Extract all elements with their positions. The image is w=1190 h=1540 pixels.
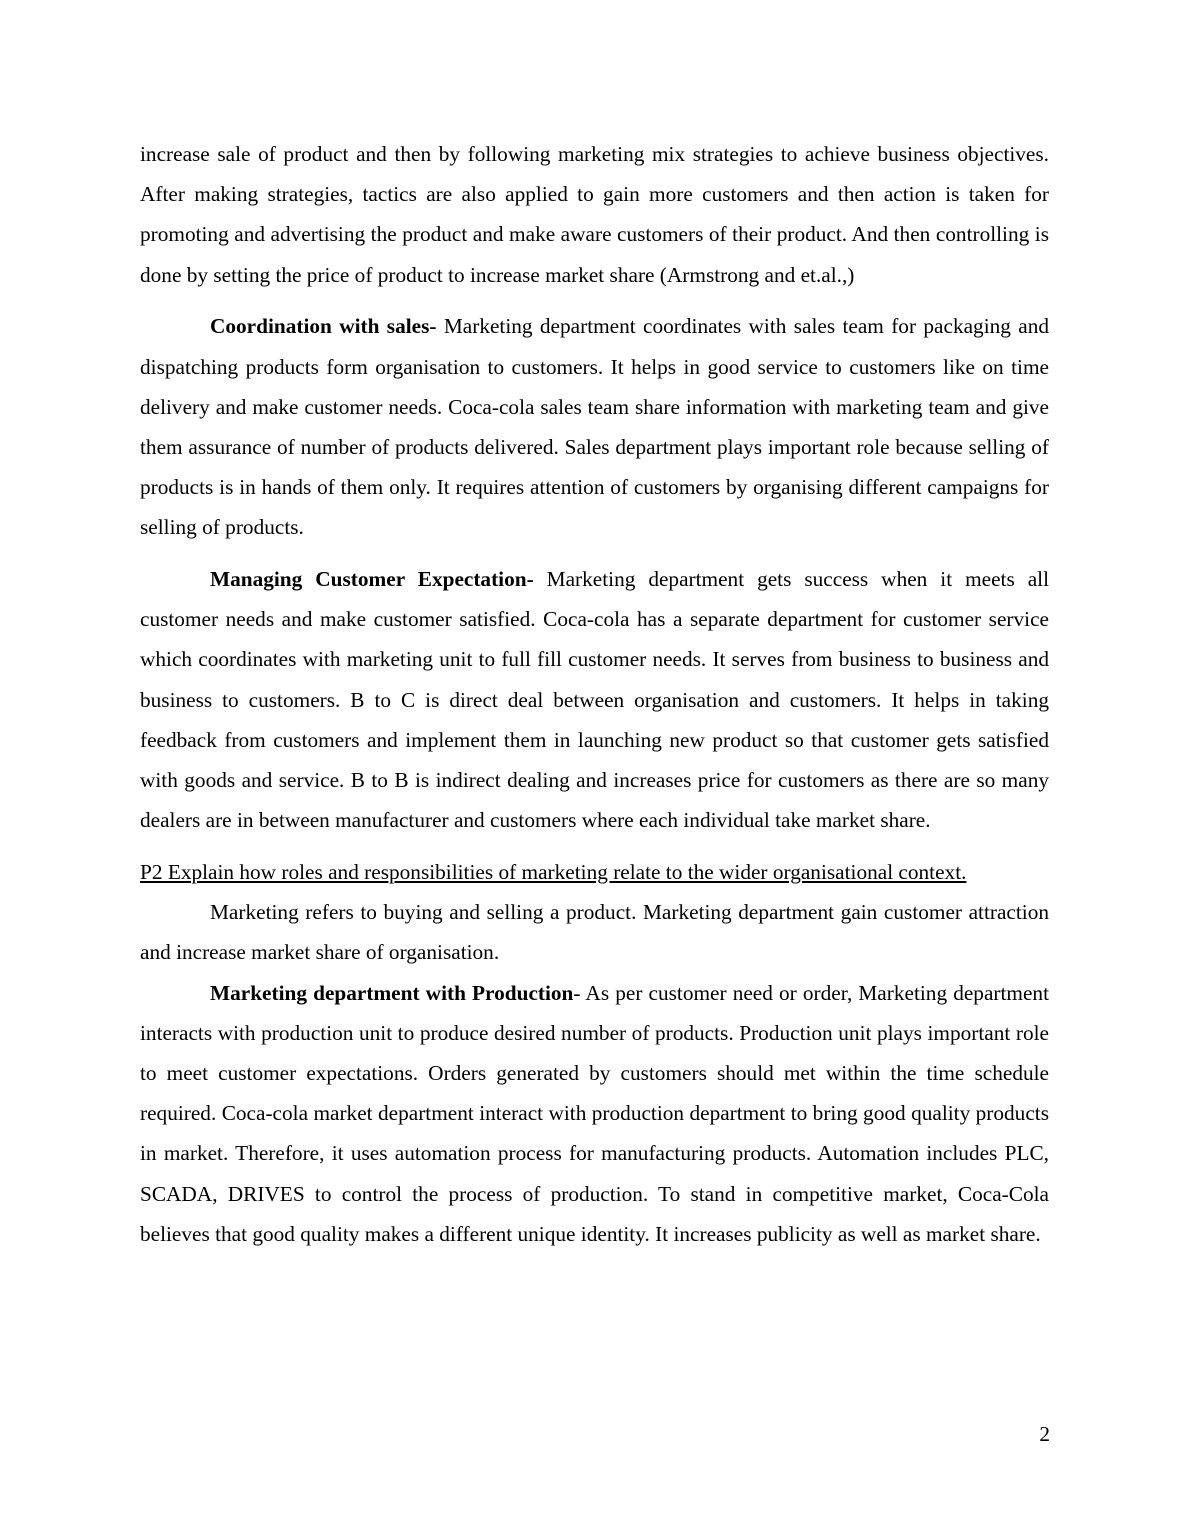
managing-customer-expectation-paragraph (140, 559, 1049, 840)
page-body (140, 134, 1049, 1265)
managing-customer-expectation-text: Marketing department gets success when it meets all customer needs and make customer satisfied. Coca-cola has a separate department for customer service which coordinates with marketing unit to full fill customer needs. It serves from business to business and business to customers. B to C is direct deal between organisation and customers. It helps in taking feedback from customers and implement them in launching new product so that customer gets satisfied with goods and service. B to B is indirect dealing and increases price for customers as there are so many dealers are in between manufacturer and customers where each individual take market share. (140, 567, 1050, 833)
coordination-with-sales-title: Coordination with sales- (210, 314, 437, 339)
page-number: 2 (1039, 1422, 1050, 1446)
marketing-with-production-paragraph (140, 973, 1049, 1254)
managing-customer-expectation-title: Managing Customer Expectation- (210, 567, 534, 592)
marketing-refers-paragraph: Marketing refers to buying and selling a product. Marketing department gain customer attraction and increase market share of organisation. (140, 900, 1049, 965)
coordination-with-sales-text: Marketing department coordinates with sales team for packaging and dispatching products form organisation to customers. It helps in good service to customers like on time delivery and make customer needs. Coca-cola sales team share information with marketing team and give them assurance of number of products delivered. Sales department plays important role because selling of products is in hands of them only. It requires attention of customers by organising different campaigns for selling of products. (140, 314, 1050, 540)
intro-paragraph: increase sale of product and then by following marketing mix strategies to achieve business objectives. After making strategies, tactics are also applied to gain more customers and then action is taken for promoting and advertising the product and make aware customers of their product. And then controlling is done by setting the price of product to increase market share (Armstrong and et.al.,) (140, 142, 1049, 287)
marketing-with-production-title: Marketing department with Production (210, 980, 574, 1005)
marketing-with-production-text: - As per customer need or order, Marketing department interacts with production unit to produce desired number of products. Production unit plays important role to meet customer expectations. Orders generated by customers should met within the time schedule required. Coca-cola market department interact with production department to bring good quality products in market. Therefore, it uses automation process for manufacturing products. Automation includes PLC, SCADA, DRIVES to control the process of production. To stand in competitive market, Coca-Cola believes that good quality makes a different unique identity. It increases publicity as well as market share. (140, 980, 1049, 1246)
p2-section-heading: P2 Explain how roles and responsibilities of marketing relate to the wider organisational context. (140, 859, 967, 884)
coordination-with-sales-paragraph (140, 306, 1049, 547)
